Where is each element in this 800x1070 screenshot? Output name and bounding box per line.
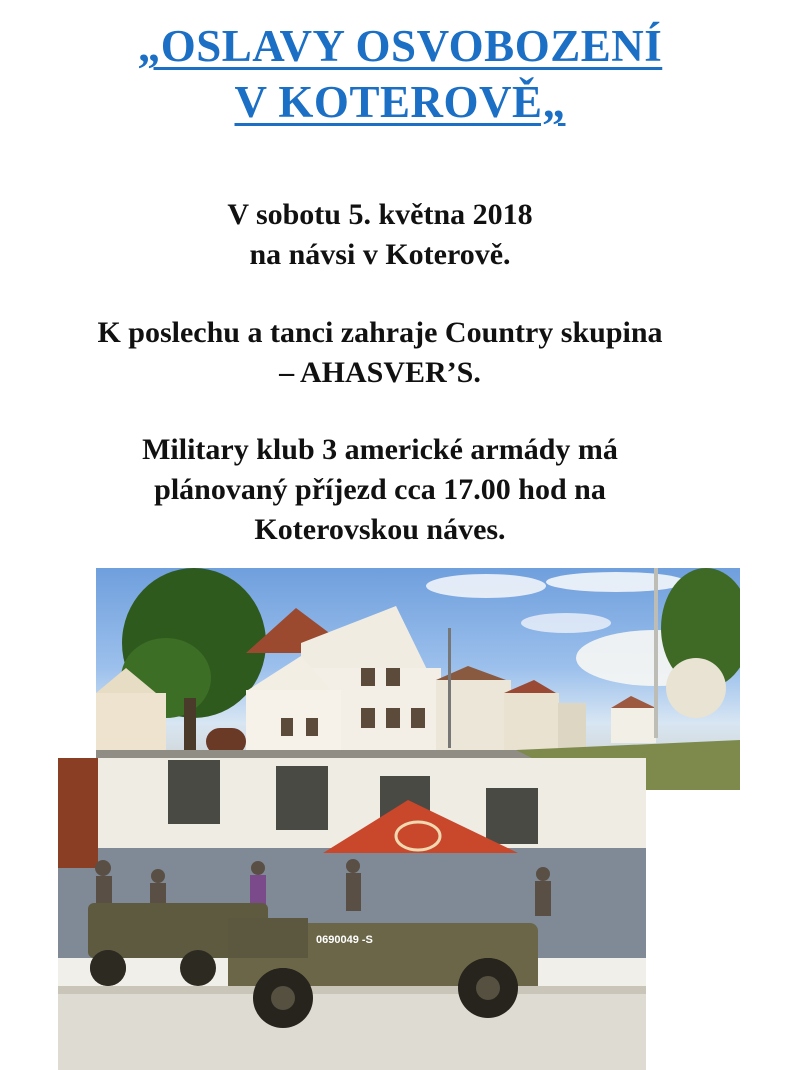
text-line: V sobotu 5. května 2018 bbox=[227, 198, 533, 231]
text-line: K poslechu a tanci zahraje Country skupina bbox=[97, 316, 663, 349]
date-location-paragraph bbox=[0, 195, 760, 275]
text-line: Military klub 3 americké armády má bbox=[142, 433, 618, 466]
text-line: – AHASVER’S. bbox=[279, 356, 481, 389]
title-line-1: „OSLAVY OSVOBOZENÍ bbox=[137, 21, 663, 71]
military-jeeps-photo bbox=[58, 758, 646, 1070]
text-line: plánovaný příjezd cca 17.00 hod na bbox=[154, 473, 606, 506]
jeep-plate: 0690049 -S bbox=[316, 934, 373, 946]
military-club-paragraph bbox=[0, 430, 760, 550]
text-line: Koterovskou náves. bbox=[254, 513, 506, 546]
music-paragraph bbox=[0, 313, 760, 393]
title-line-2: V KOTEROVĚ„ bbox=[234, 77, 566, 127]
village-square-photo bbox=[96, 568, 740, 790]
poster-title bbox=[0, 18, 800, 130]
text-line: na návsi v Koterově. bbox=[249, 238, 511, 271]
